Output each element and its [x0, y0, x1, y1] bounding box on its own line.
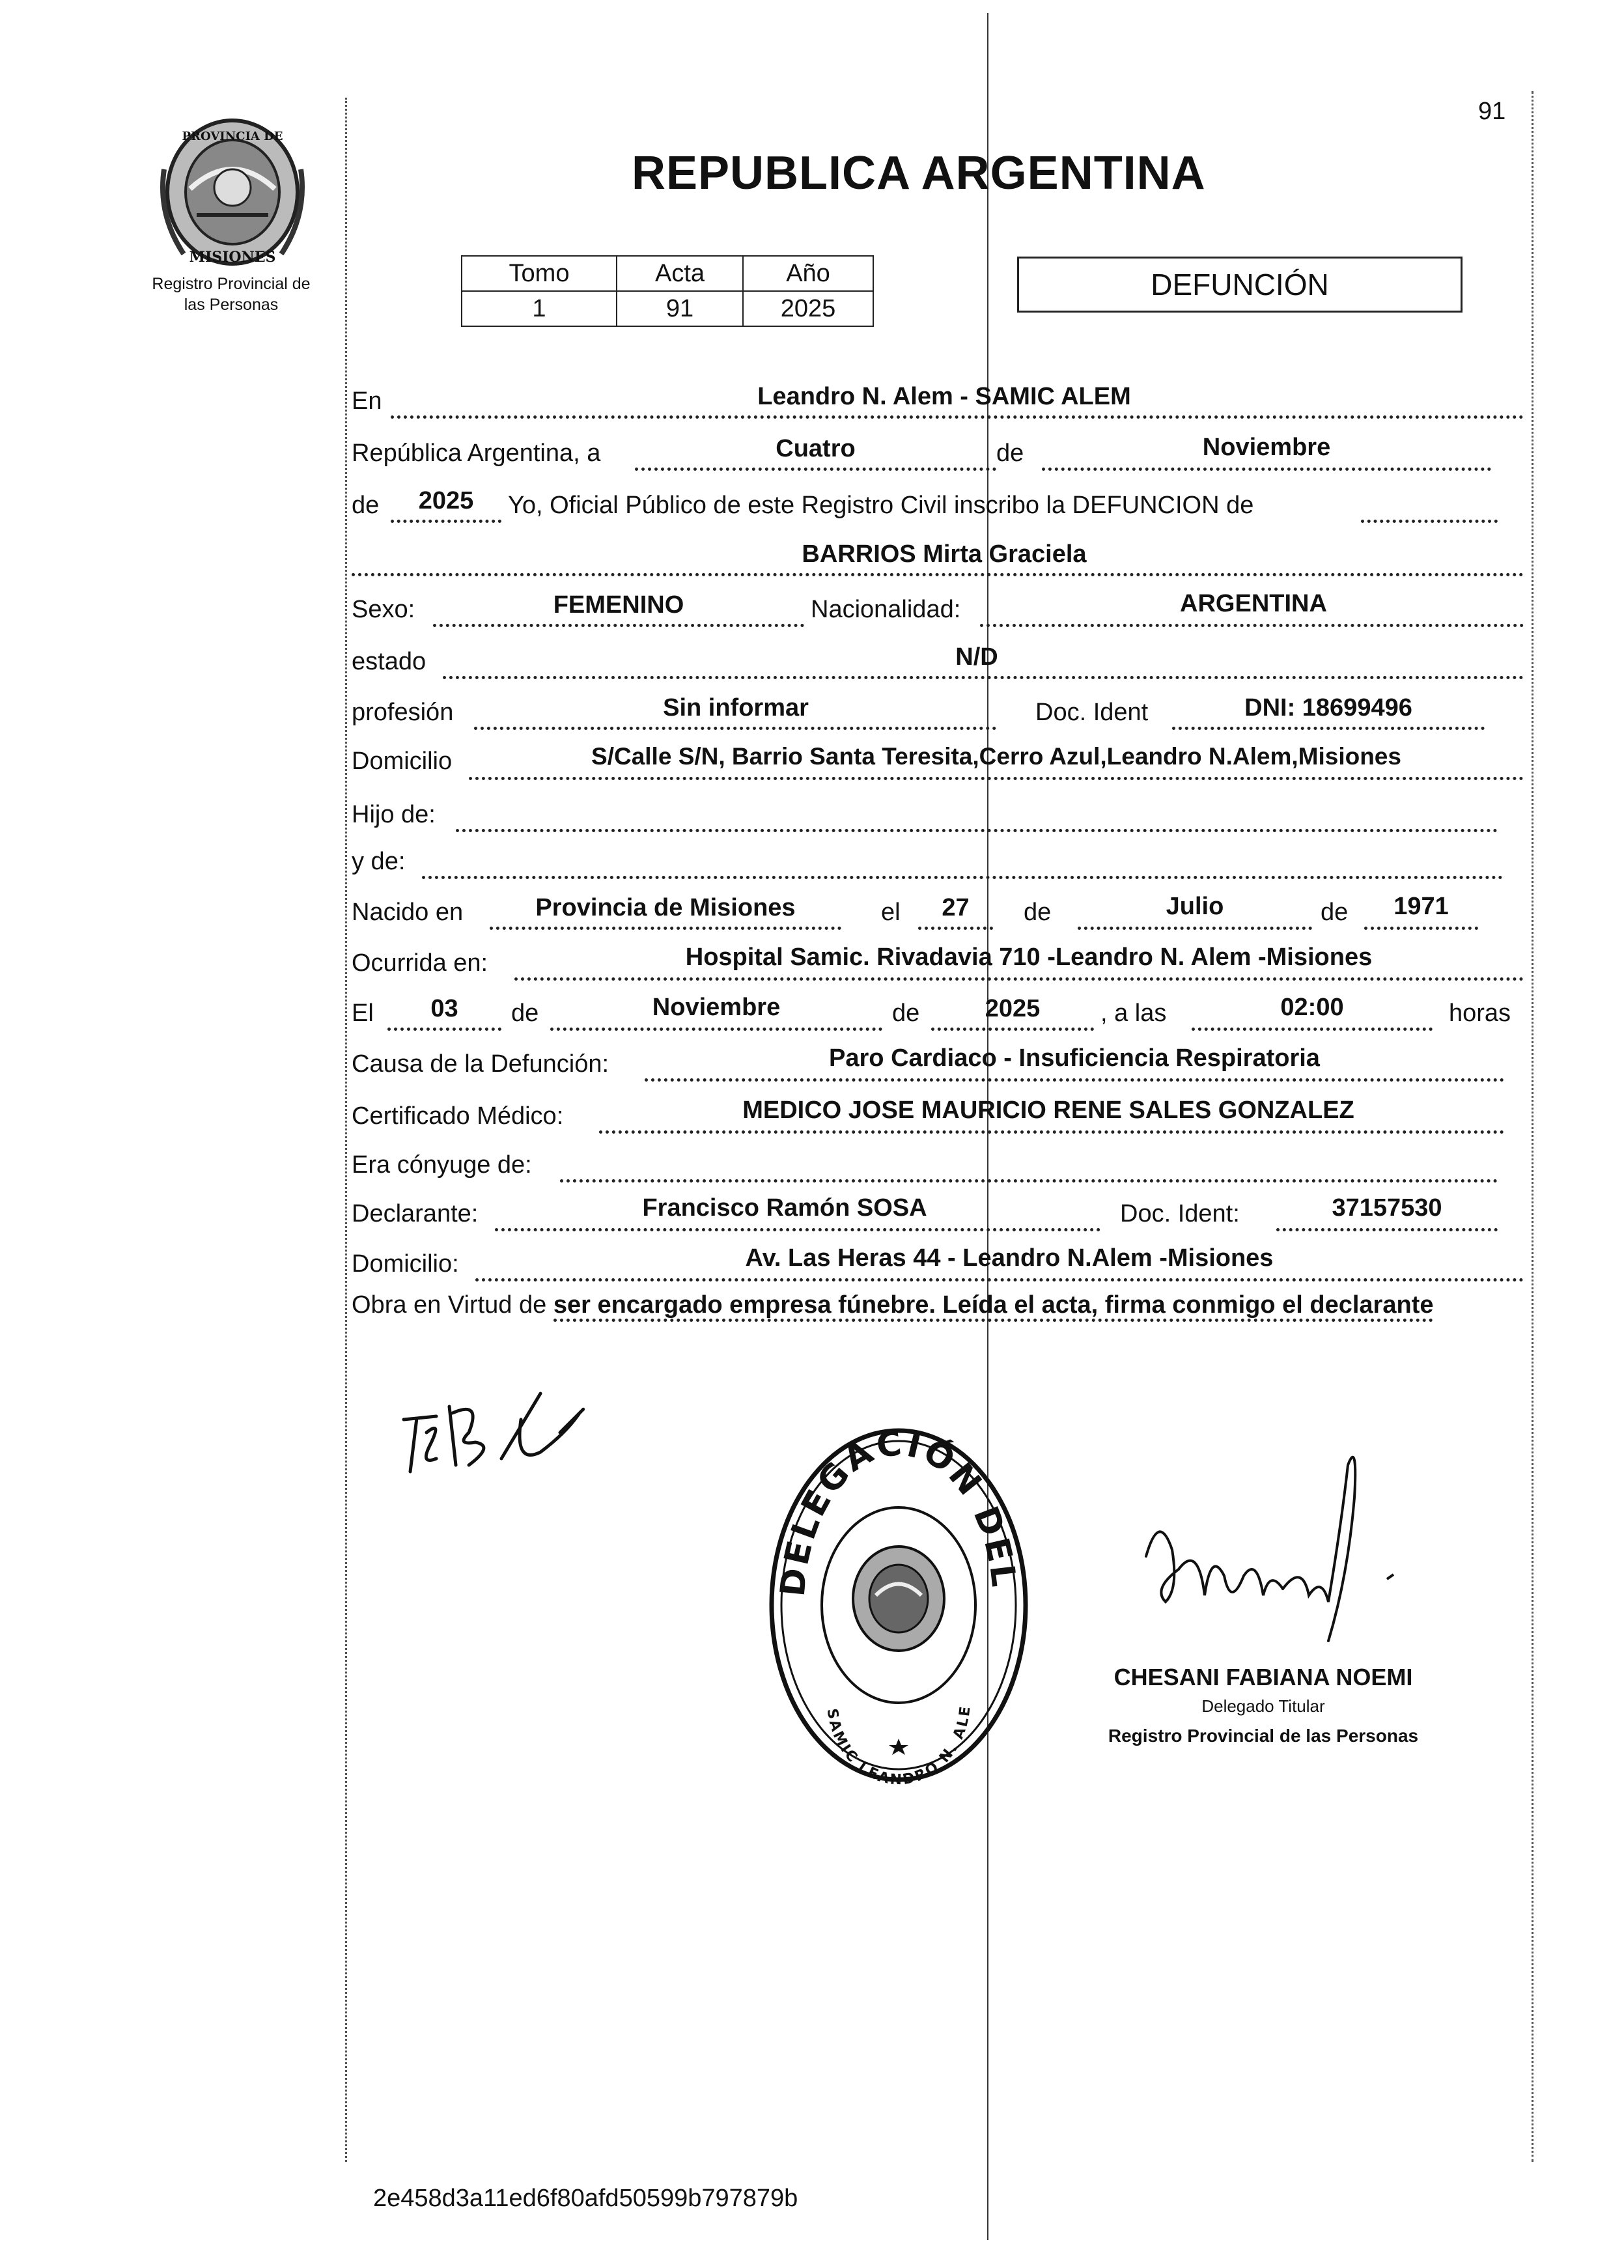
- a-las-label: , a las: [1100, 1000, 1167, 1027]
- doc-ident-label-2: Doc. Ident:: [1120, 1200, 1240, 1227]
- obra-label: Obra en Virtud de: [352, 1291, 547, 1319]
- en-value: Leandro N. Alem - SAMIC ALEM: [757, 383, 1131, 410]
- declarante-value: Francisco Ramón SOSA: [642, 1194, 927, 1222]
- birth-month-dotline: [1078, 927, 1312, 930]
- death-year-value: 2025: [985, 995, 1041, 1022]
- doc-ident-value: DNI: 18699496: [1244, 694, 1412, 721]
- volume-table: [461, 255, 874, 327]
- domicilio-label: Domicilio: [352, 748, 453, 775]
- official-name: CHESANI FABIANA NOEMI: [1113, 1664, 1413, 1690]
- month-dotline: [1042, 468, 1491, 471]
- delegation-seal: [762, 1420, 1035, 1791]
- birth-month-value: Julio: [1166, 893, 1224, 920]
- conyuge-label: Era cónyuge de:: [352, 1151, 532, 1179]
- fold-line: [987, 13, 988, 2240]
- nacionalidad-label: Nacionalidad:: [811, 596, 961, 623]
- certificado-value: MEDICO JOSE MAURICIO RENE SALES GONZALEZ: [742, 1097, 1354, 1124]
- year-de-label: de: [352, 492, 380, 519]
- declarante-dotline: [495, 1228, 1100, 1231]
- table-header-acta: Acta: [617, 256, 743, 291]
- obra-paragraph: [352, 1289, 1517, 1321]
- document-type-box: DEFUNCIÓN: [1017, 257, 1463, 313]
- svg-text:PROVINCIA DE: PROVINCIA DE: [182, 130, 283, 143]
- certificado-label: Certificado Médico:: [352, 1102, 564, 1130]
- page-number: 91: [1478, 98, 1506, 125]
- de-label: de: [996, 440, 1024, 467]
- year-value: 2025: [418, 487, 474, 514]
- declarante-domicilio-value: Av. Las Heras 44 - Leandro N.Alem -Misiones: [745, 1244, 1274, 1272]
- en-label: En: [352, 387, 382, 415]
- sexo-label: Sexo:: [352, 596, 415, 623]
- de-label-3: de: [1321, 899, 1349, 926]
- el-label-2: El: [352, 1000, 374, 1027]
- sexo-dotline: [433, 624, 804, 627]
- death-year-dotline: [931, 1028, 1094, 1031]
- ocurrida-en-value: Hospital Samic. Rivadavia 710 -Leandro N. Alem -Misiones: [685, 944, 1373, 971]
- de-label-2: de: [1024, 899, 1052, 926]
- declarante-domicilio-dotline: [475, 1278, 1524, 1281]
- profesion-label: profesión: [352, 699, 454, 726]
- nacido-en-label: Nacido en: [352, 899, 464, 926]
- hijo-de-dotline: [456, 829, 1498, 832]
- y-de-dotline: [422, 876, 1503, 879]
- ocurrida-en-label: Ocurrida en:: [352, 949, 488, 977]
- death-time-dotline: [1192, 1028, 1433, 1031]
- birth-day-value: 27: [942, 894, 970, 921]
- death-time-value: 02:00: [1280, 994, 1344, 1021]
- doc-ident-dotline: [1172, 727, 1485, 730]
- certificado-dotline: [599, 1130, 1504, 1134]
- official-text: Yo, Oficial Público de este Registro Civil inscribo la DEFUNCION de: [508, 492, 1254, 519]
- de-label-5: de: [892, 1000, 920, 1027]
- birth-year-value: 1971: [1393, 893, 1449, 920]
- logo-caption: Registro Provincial de las Personas: [152, 275, 311, 314]
- table-cell-tomo: 1: [462, 291, 617, 326]
- profesion-value: Sin informar: [663, 694, 809, 721]
- right-margin-line: [1532, 91, 1533, 2162]
- table-header-ano: Año: [743, 256, 873, 291]
- causa-dotline: [645, 1078, 1504, 1082]
- republica-label: República Argentina, a: [352, 440, 601, 467]
- doc-ident-label: Doc. Ident: [1035, 699, 1149, 726]
- el-label: el: [881, 899, 901, 926]
- causa-label: Causa de la Defunción:: [352, 1050, 609, 1078]
- estado-value: N/D: [955, 643, 998, 671]
- page-title: REPUBLICA ARGENTINA: [632, 147, 1206, 199]
- day-dotline: [635, 468, 996, 471]
- conyuge-dotline: [560, 1179, 1498, 1183]
- declarant-signature: [391, 1380, 612, 1498]
- month-value: Noviembre: [1202, 434, 1331, 461]
- day-words-value: Cuatro: [776, 435, 856, 462]
- official-institution: Registro Provincial de las Personas: [1108, 1726, 1419, 1746]
- year-dotline: [391, 520, 501, 523]
- en-dotline: [391, 415, 1524, 419]
- official-role: Delegado Titular: [1201, 1696, 1325, 1716]
- causa-value: Paro Cardiaco - Insuficiencia Respiratoria: [829, 1044, 1320, 1072]
- death-month-dotline: [550, 1028, 882, 1031]
- official-signature: [1133, 1446, 1426, 1667]
- table-header-tomo: Tomo: [462, 256, 617, 291]
- death-day-dotline: [387, 1028, 501, 1031]
- nacionalidad-value: ARGENTINA: [1180, 590, 1327, 617]
- y-de-label: y de:: [352, 848, 406, 875]
- hijo-de-label: Hijo de:: [352, 801, 436, 828]
- birth-year-dotline: [1364, 927, 1478, 930]
- death-day-value: 03: [430, 995, 458, 1022]
- table-cell-ano: 2025: [743, 291, 873, 326]
- birth-day-dotline: [918, 927, 993, 930]
- svg-text:DELEGACIÓN DEL REGISTRO DE LAS: DELEGACIÓN DEL: [773, 1423, 1024, 1599]
- nacido-en-dotline: [490, 927, 841, 930]
- svg-text:SAMIC LEANDRO N. ALEM: SAMIC LEANDRO N. ALE: [823, 1703, 974, 1789]
- nacido-en-value: Provincia de Misiones: [535, 894, 796, 921]
- domicilio-dotline: [469, 777, 1524, 780]
- de-label-4: de: [511, 1000, 539, 1027]
- province-coat-of-arms-icon: [151, 111, 314, 273]
- estado-dotline: [443, 676, 1524, 679]
- domicilio-value: S/Calle S/N, Barrio Santa Teresita,Cerro Azul,Leandro N.Alem,Misiones: [591, 743, 1401, 770]
- estado-label: estado: [352, 648, 427, 675]
- svg-text:MISIONES: MISIONES: [189, 249, 276, 266]
- domicilio-label-2: Domicilio:: [352, 1250, 459, 1278]
- table-cell-acta: 91: [617, 291, 743, 326]
- declarante-doc-value: 37157530: [1332, 1194, 1442, 1222]
- profesion-dotline: [474, 727, 996, 730]
- declarante-label: Declarante:: [352, 1200, 479, 1227]
- document-hash: 2e458d3a11ed6f80afd50599b797879b: [373, 2185, 798, 2212]
- deceased-name-value: BARRIOS Mirta Graciela: [802, 540, 1087, 568]
- name-dotline: [352, 573, 1524, 576]
- official-dotline: [1361, 520, 1498, 523]
- horas-label: horas: [1449, 1000, 1511, 1027]
- ocurrida-en-dotline: [514, 977, 1524, 981]
- left-margin-line: [345, 98, 347, 2162]
- nacionalidad-dotline: [980, 624, 1524, 627]
- obra-value: ser encargado empresa fúnebre. Leída el acta, firma conmigo el declarante: [553, 1291, 1434, 1322]
- sexo-value: FEMENINO: [553, 591, 684, 619]
- declarante-doc-dotline: [1276, 1228, 1498, 1231]
- death-month-value: Noviembre: [652, 994, 781, 1021]
